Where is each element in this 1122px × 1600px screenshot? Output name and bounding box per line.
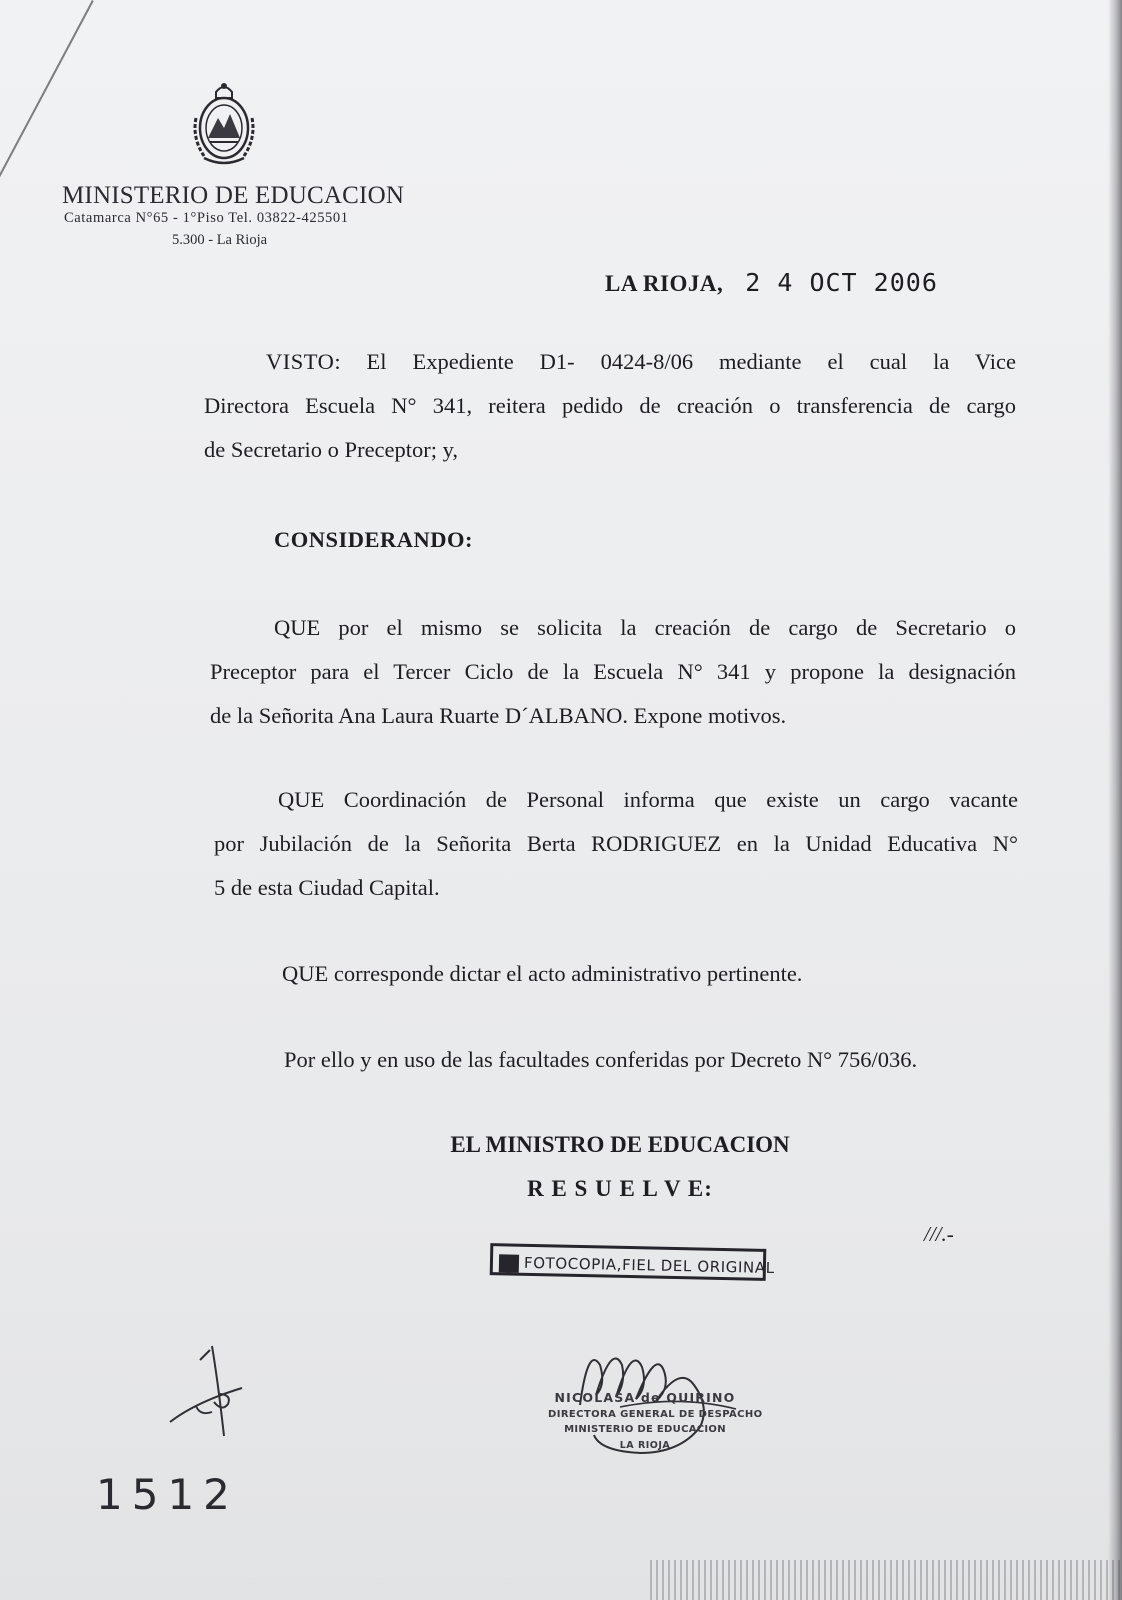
date-line (605, 268, 938, 297)
paragraph-line: QUE Coordinación de Personal informa que existe un cargo vacante (278, 787, 1018, 812)
paragraph-line: QUE por el mismo se solicita la creación de cargo de Secretario o (274, 615, 1016, 640)
visto-line-text: : El Expediente D1- 0424-8/06 mediante el cual la Vice (334, 349, 1016, 374)
paragraph-line: Por ello y en uso de las facultades conferidas por Decreto N° 756/036. (284, 1047, 918, 1072)
considerando-paragraph (282, 952, 982, 996)
signatory-organization: MINISTERIO DE EDUCACION (564, 1424, 726, 1435)
paragraph-line: Preceptor para el Tercer Ciclo de la Escuela N° 341 y propone la designación (210, 659, 1016, 684)
visto-paragraph (204, 340, 1016, 472)
paragraph-line: 5 de esta Ciudad Capital. (214, 875, 440, 900)
considerando-paragraph (210, 606, 1016, 738)
paragraph-line: QUE corresponde dictar el acto administrativo pertinente. (282, 961, 803, 986)
ministry-city: 5.300 - La Rioja (172, 232, 268, 248)
signatory-name: NICOLASA de QUIRINO (554, 1390, 736, 1405)
handwritten-initials (166, 1342, 246, 1442)
visto-line (204, 340, 1016, 384)
date-stamp: 2 4 OCT 2006 (745, 268, 938, 297)
signatory-city: LA RIOJA (619, 1440, 671, 1451)
considerando-paragraph (284, 1038, 1014, 1082)
photocopy-noise (650, 1560, 1122, 1600)
visto-line: de Secretario o Preceptor; y, (204, 437, 459, 462)
paragraph-line: de la Señorita Ana Laura Ruarte D´ALBANO. Expone motivos. (210, 703, 787, 728)
date-place: LA RIOJA, (605, 271, 724, 296)
certified-copy-stamp (490, 1243, 775, 1281)
folio-number: 1512 (96, 1470, 239, 1519)
considerando-heading: CONSIDERANDO: (274, 527, 474, 552)
paragraph-line: por Jubilación de la Señorita Berta RODRIGUEZ en la Unidad Educativa N° (214, 831, 1018, 856)
ministry-name: MINISTERIO DE EDUCACION (62, 182, 405, 209)
visto-label: VISTO (266, 349, 335, 374)
authority-heading: EL MINISTRO DE EDUCACION (450, 1132, 790, 1157)
signatory-role: DIRECTORA GENERAL DE DESPACHO (548, 1409, 763, 1420)
considerando-paragraph (214, 778, 1018, 910)
ministry-address: Catamarca N°65 - 1°Piso Tel. 03822-425501 (64, 210, 349, 226)
visto-line: Directora Escuela N° 341, reitera pedido de creación o transferencia de cargo (204, 393, 1016, 418)
resuelve-heading: R E S U E L V E: (527, 1176, 713, 1201)
coat-of-arms-icon (186, 78, 262, 170)
continues-mark: ///.- (924, 1222, 954, 1246)
stamp-block-icon (499, 1254, 519, 1272)
paper-edge-shadow (1108, 0, 1122, 1600)
stamp-text: FOTOCOPIA,FIEL DEL ORIGINAL (523, 1253, 775, 1278)
paper-fold-line (0, 0, 94, 178)
